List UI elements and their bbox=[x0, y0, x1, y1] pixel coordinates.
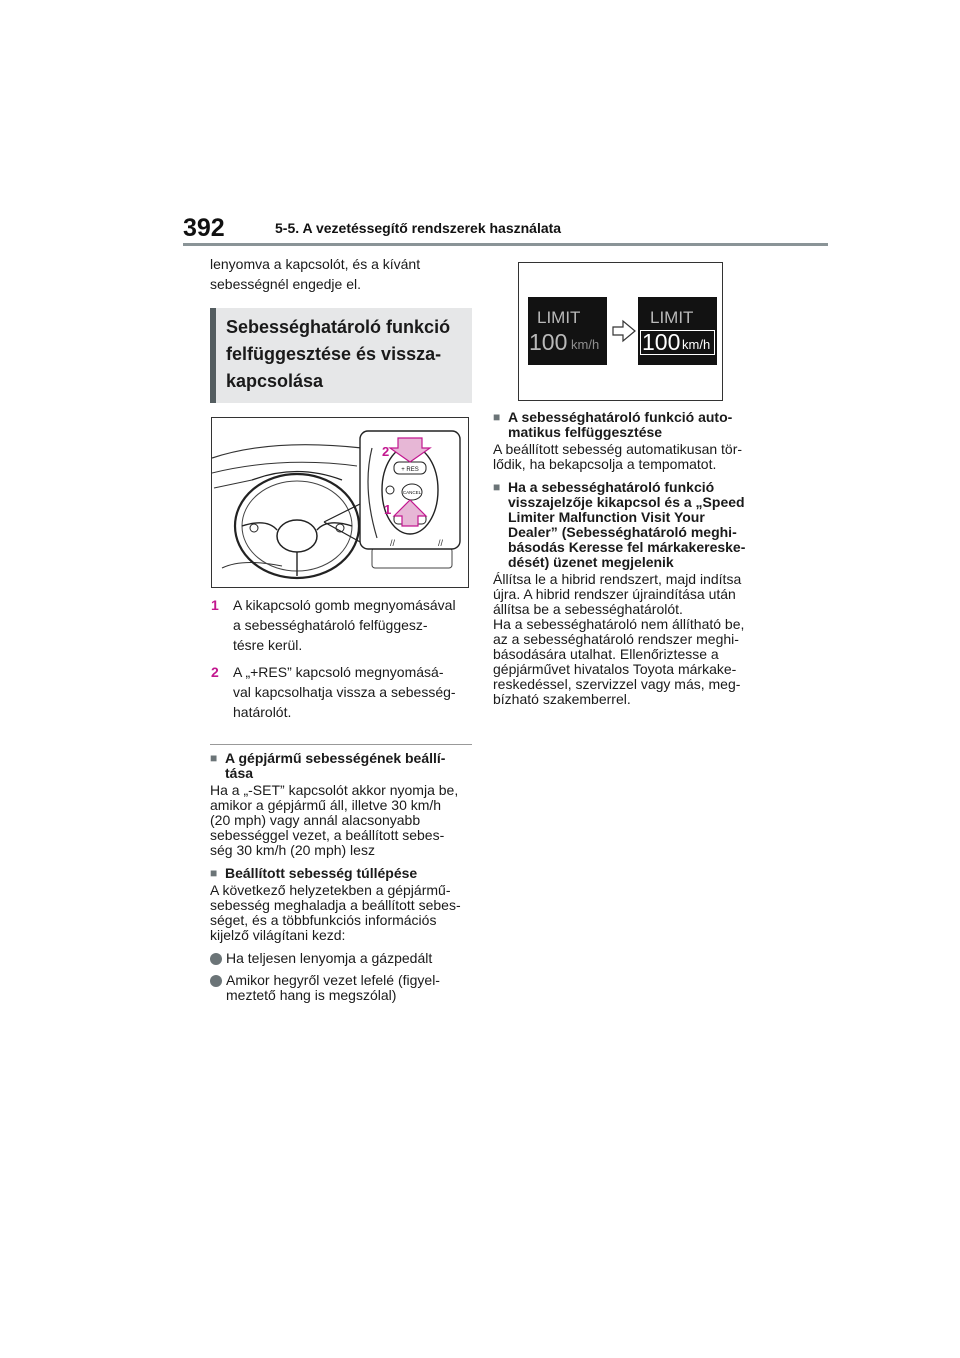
body-line: lődik, ha bekapcsolja a tempomatot. bbox=[493, 456, 717, 472]
heading-line: Ha a sebességhatároló funkció bbox=[508, 479, 715, 495]
limit-unit-after: km/h bbox=[682, 337, 711, 352]
step-line: a sebességhatároló felfüggesz- bbox=[233, 617, 428, 633]
body-line: sebességgel vezet, a beállított sebes- bbox=[210, 827, 445, 843]
header-rule bbox=[183, 243, 828, 246]
callout-2: 2 bbox=[382, 444, 390, 459]
section-title-line: kapcsolása bbox=[226, 371, 324, 391]
right-column bbox=[493, 262, 755, 715]
malfunction-body bbox=[493, 572, 755, 707]
res-label: + RES bbox=[401, 467, 419, 473]
arrow-right-icon bbox=[613, 321, 635, 341]
cancel-label: CANCEL bbox=[402, 490, 422, 495]
body-line: bízható szakemberrel. bbox=[493, 691, 631, 707]
square-bullet-icon bbox=[493, 480, 505, 570]
body-line: amikor a gépjármű áll, illetve 30 km/h bbox=[210, 797, 442, 813]
body-line: kijelző világítani kezd: bbox=[210, 927, 346, 943]
square-bullet-icon bbox=[493, 410, 505, 440]
intro-paragraph bbox=[210, 254, 472, 294]
speed-setting-heading bbox=[210, 751, 472, 781]
limit-display-drawing bbox=[519, 263, 722, 400]
limit-value-after: 100 bbox=[642, 329, 681, 355]
step-text bbox=[225, 662, 472, 722]
bullet-line: Amikor hegyről vezet lefelé (figyel- bbox=[226, 972, 440, 988]
step-item bbox=[210, 595, 472, 655]
square-bullet-icon bbox=[210, 866, 222, 881]
body-line: Ha a „-SET” kapcsolót akkor nyomja be, bbox=[210, 782, 459, 798]
body-line: sebesség meghaladja a beállított sebes- bbox=[210, 897, 461, 913]
body-line: (20 mph) vagy annál alacsonyabb bbox=[210, 812, 421, 828]
page-number: 392 bbox=[183, 214, 225, 242]
auto-cancel-heading bbox=[493, 410, 755, 440]
svg-text://: // bbox=[390, 538, 396, 548]
body-line: az a sebességhatároló rendszer meghi- bbox=[493, 631, 739, 647]
steering-wheel-hub bbox=[277, 520, 317, 552]
body-line: Ha a sebességhatároló nem állítható be, bbox=[493, 616, 745, 632]
chapter-title: 5-5. A vezetéssegítő rendszerek használata bbox=[275, 220, 562, 236]
step-line: határolót. bbox=[233, 704, 292, 720]
round-bullet-icon bbox=[210, 953, 222, 965]
svg-text://: // bbox=[438, 538, 444, 548]
body-line: séget, és a többfunkciós információs bbox=[210, 912, 437, 928]
heading-line: A sebességhatároló funkció auto- bbox=[508, 409, 733, 425]
left-column bbox=[210, 254, 472, 1010]
limit-label-after: LIMIT bbox=[650, 308, 694, 327]
heading-line: matikus felfüggesztése bbox=[508, 424, 663, 440]
exceed-heading bbox=[210, 866, 472, 881]
round-bullet-icon bbox=[210, 975, 222, 987]
limit-value-before: 100 bbox=[529, 329, 568, 355]
step-line: tésre kerül. bbox=[233, 637, 303, 653]
limit-unit-before: km/h bbox=[571, 337, 600, 352]
heading-line: básodás Keresse fel márkakereske- bbox=[508, 539, 746, 555]
limit-label-before: LIMIT bbox=[537, 308, 581, 327]
steering-wheel-drawing bbox=[212, 418, 468, 587]
body-line: újra. A hibrid rendszer újraindítása után bbox=[493, 586, 736, 602]
section-title-box bbox=[210, 308, 472, 403]
body-line: Állítsa le a hibrid rendszert, majd indítsa bbox=[493, 571, 742, 587]
heading-line: Dealer” (Sebességhatároló meghi- bbox=[508, 524, 737, 540]
intro-line: lenyomva a kapcsolót, és a kívánt bbox=[210, 256, 421, 272]
heading-line: Limiter Malfunction Visit Your bbox=[508, 509, 705, 525]
auto-cancel-body bbox=[493, 442, 755, 472]
step-line: A kikapcsoló gomb megnyomásával bbox=[233, 597, 456, 613]
heading-line: tása bbox=[225, 765, 254, 781]
body-line: ség 30 km/h (20 mph) lesz bbox=[210, 842, 375, 858]
bullet-line: Ha teljesen lenyomja a gázpedált bbox=[226, 950, 433, 966]
step-number: 2 bbox=[211, 664, 219, 680]
callout-1: 1 bbox=[384, 502, 392, 517]
section-divider bbox=[210, 744, 472, 745]
speed-setting-body bbox=[210, 783, 472, 858]
heading-line: Beállított sebesség túllépése bbox=[225, 865, 418, 881]
heading-line: dését) üzenet megjelenik bbox=[508, 554, 674, 570]
square-bullet-icon bbox=[210, 751, 222, 781]
body-line: reskedéssel, szervizzel vagy más, meg- bbox=[493, 676, 741, 692]
limit-display-illustration bbox=[518, 262, 723, 401]
heading-line: visszajelzője kikapcsol és a „Speed bbox=[508, 494, 745, 510]
exceed-body bbox=[210, 883, 472, 943]
step-number: 1 bbox=[211, 597, 219, 613]
step-line: val kapcsolhatja vissza a sebesség- bbox=[233, 684, 456, 700]
section-title-line: felfüggesztése és vissza- bbox=[226, 344, 442, 364]
body-line: állítsa be a sebességhatárolót. bbox=[493, 601, 683, 617]
heading-line: A gépjármű sebességének beállí- bbox=[225, 750, 446, 766]
step-item bbox=[210, 662, 472, 722]
step-line: A „+RES” kapcsoló megnyomásá- bbox=[233, 664, 444, 680]
body-line: A beállított sebesség automatikusan tör- bbox=[493, 441, 743, 457]
bullet-line: meztető hang is megszólal) bbox=[226, 987, 397, 1003]
malfunction-heading bbox=[493, 480, 755, 570]
intro-line: sebességnél engedje el. bbox=[210, 276, 362, 292]
steering-wheel-illustration bbox=[211, 417, 469, 588]
numbered-steps bbox=[210, 595, 472, 722]
section-title-line: Sebességhatároló funkció bbox=[226, 317, 451, 337]
step-text bbox=[225, 595, 472, 655]
bullet-item bbox=[210, 973, 472, 1003]
body-line: básodására utalhat. Ellenőriztesse a bbox=[493, 646, 719, 662]
body-line: A következő helyzetekben a gépjármű- bbox=[210, 882, 451, 898]
bullet-item bbox=[210, 951, 472, 966]
body-line: gépjárművet hivatalos Toyota márkake- bbox=[493, 661, 737, 677]
